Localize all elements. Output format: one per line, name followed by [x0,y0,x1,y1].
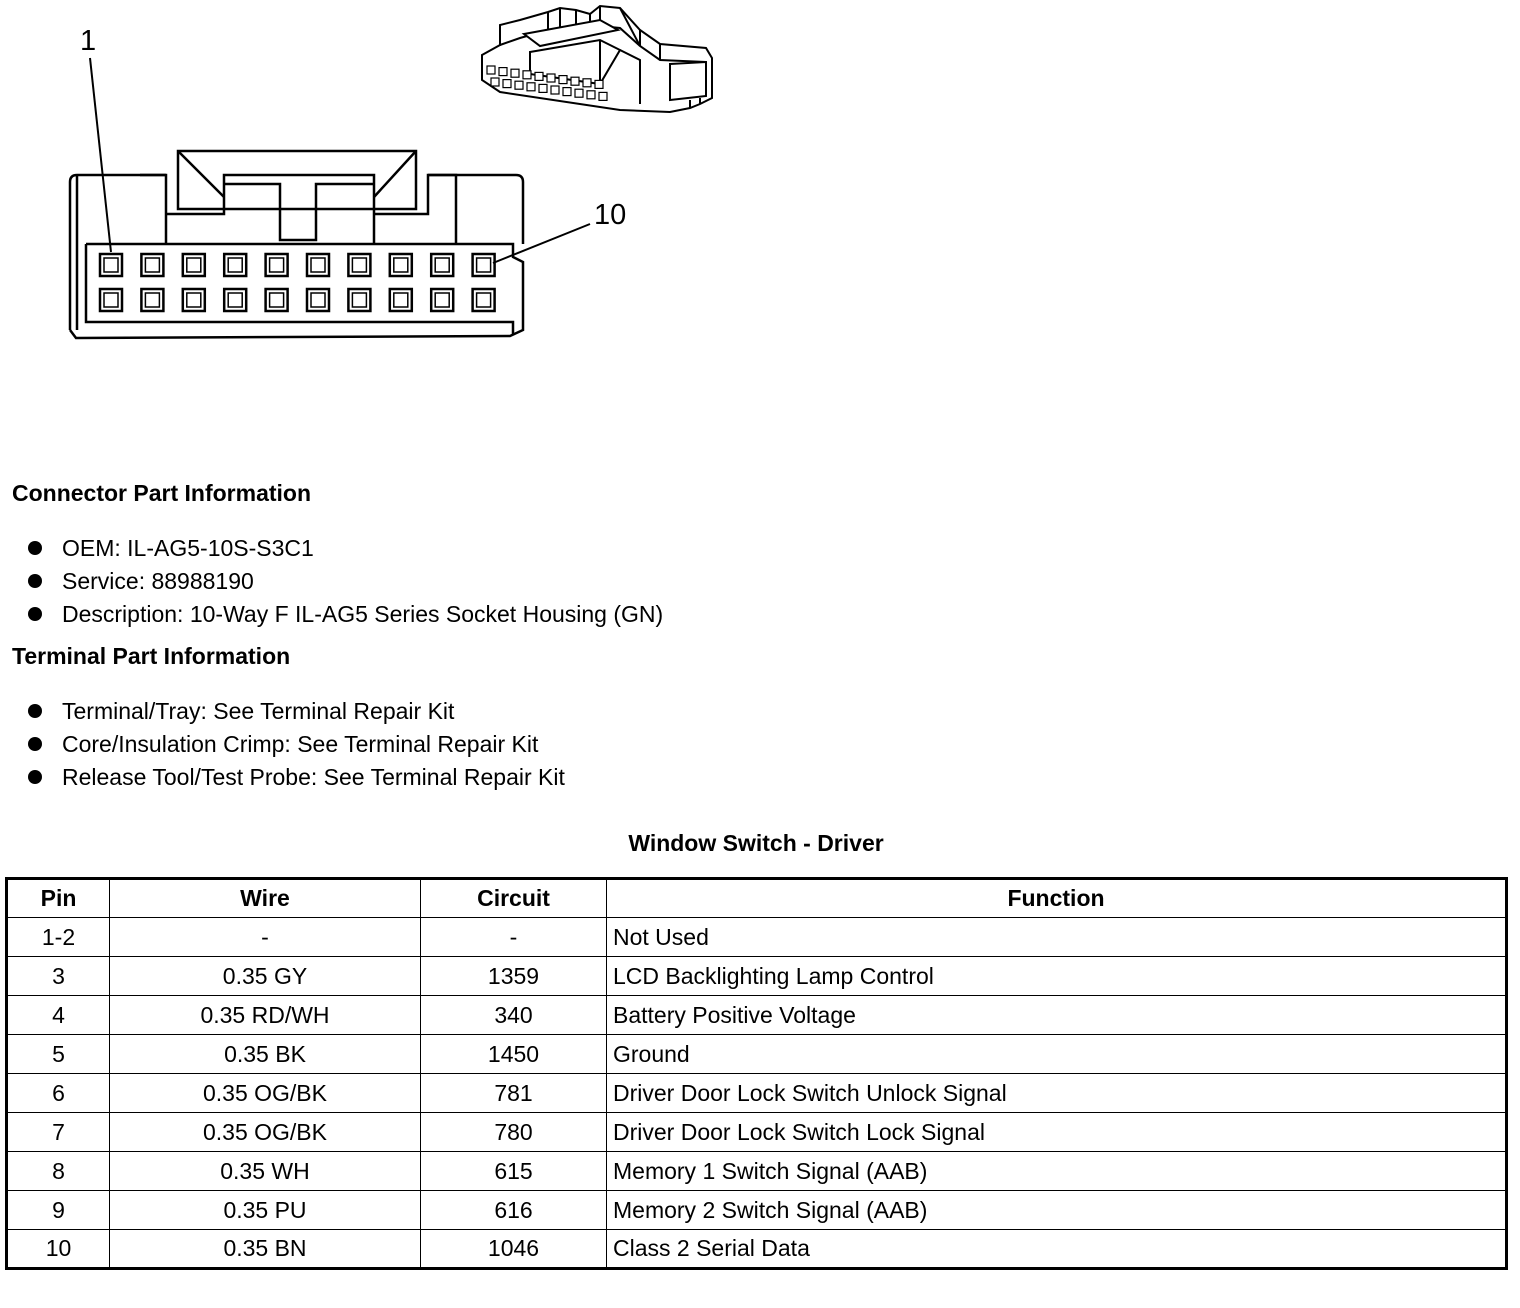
pin-cavity-inner [352,293,366,307]
list-item [28,532,663,565]
wire-cell: 0.35 BN [110,1230,421,1269]
pin-cavity-inner [311,293,325,307]
thumb-pin-cavity [551,86,559,94]
list-item-text: Description: 10-Way F IL-AG5 Series Socket Housing (GN) [62,601,664,627]
thumb-pin-cavity [575,89,583,97]
table-row [7,918,1507,957]
wire-cell: 0.35 OG/BK [110,1074,421,1113]
list-item [28,598,663,631]
pin-cavity-inner [145,258,159,272]
pin-cavity-inner [394,258,408,272]
column-header-circuit: Circuit [421,879,607,918]
circuit-cell: 780 [421,1113,607,1152]
circuit-cell: 781 [421,1074,607,1113]
pin-cell: 7 [7,1113,110,1152]
pin-cell: 1-2 [7,918,110,957]
table-row [7,996,1507,1035]
pin-cavity-inner [270,258,284,272]
function-cell: Battery Positive Voltage [607,996,1507,1035]
table-title: Window Switch - Driver [628,830,884,856]
thumb-pin-cavity [587,91,595,99]
bullet-icon [28,541,42,555]
table-row [7,1074,1507,1113]
circuit-cell: 1450 [421,1035,607,1074]
table-row [7,1152,1507,1191]
thumb-pin-cavity [583,79,591,87]
pin-cavity-inner [104,258,118,272]
thumb-pin-cavity [599,92,607,100]
pin-cavity-inner [270,293,284,307]
callout-1-leader [90,58,111,252]
wire-cell: 0.35 PU [110,1191,421,1230]
pin-cavity-inner [435,293,449,307]
pin-cavity-inner [228,293,242,307]
function-cell: Driver Door Lock Switch Lock Signal [607,1113,1507,1152]
pin-cavity-inner [145,293,159,307]
table-row [7,1230,1507,1269]
pin-cell: 5 [7,1035,110,1074]
pin-cavity-inner [228,258,242,272]
thumb-pin-cavity [491,78,499,86]
pin-cell: 10 [7,1230,110,1269]
list-item [28,565,663,598]
thumb-pin-cavity [571,77,579,85]
connector-3d-view [482,6,712,112]
pin-cell: 4 [7,996,110,1035]
table-header-row [7,879,1507,918]
terminal-info-list [28,695,565,794]
list-item-text: Release Tool/Test Probe: See Terminal Repair Kit [62,764,565,790]
connector-info-list [28,532,663,631]
terminal-info-heading: Terminal Part Information [12,643,291,669]
pinout-table [5,877,1508,1270]
connector-front-pin-grid [100,254,495,311]
function-cell: Ground [607,1035,1507,1074]
bullet-icon [28,607,42,621]
pin-cavity-inner [187,293,201,307]
list-item-text: Terminal/Tray: See Terminal Repair Kit [62,698,455,724]
pin-cell: 8 [7,1152,110,1191]
circuit-cell: 1046 [421,1230,607,1269]
wire-cell: 0.35 GY [110,957,421,996]
thumb-pin-cavity [515,81,523,89]
bullet-icon [28,704,42,718]
thumb-pin-cavity [527,83,535,91]
list-item [28,728,565,761]
connector-front-view [70,151,523,338]
pin-cell: 3 [7,957,110,996]
table-row [7,957,1507,996]
list-item-text: OEM: IL-AG5-10S-S3C1 [62,535,314,561]
list-item-text: Service: 88988190 [62,568,254,594]
pin-cavity-inner [477,293,491,307]
wire-cell: 0.35 BK [110,1035,421,1074]
column-header-function: Function [607,879,1507,918]
list-item [28,761,565,794]
thumb-pin-cavity [487,66,495,74]
thumb-pin-cavity [563,88,571,96]
thumb-pin-cavity [559,76,567,84]
pin-cavity-inner [477,258,491,272]
pin-cavity-inner [311,258,325,272]
pin-cavity-inner [435,258,449,272]
list-item [28,695,565,728]
bullet-icon [28,737,42,751]
pin-cavity-inner [187,258,201,272]
circuit-cell: 340 [421,996,607,1035]
thumb-pin-cavity [535,72,543,80]
thumb-pin-cavity [499,68,507,76]
function-cell: LCD Backlighting Lamp Control [607,957,1507,996]
pin-cavity-inner [104,293,118,307]
function-cell: Not Used [607,918,1507,957]
bullet-icon [28,574,42,588]
circuit-cell: 616 [421,1191,607,1230]
connector-diagram [0,0,760,360]
wire-cell: 0.35 RD/WH [110,996,421,1035]
function-cell: Driver Door Lock Switch Unlock Signal [607,1074,1507,1113]
pin-cell: 6 [7,1074,110,1113]
column-header-wire: Wire [110,879,421,918]
function-cell: Class 2 Serial Data [607,1230,1507,1269]
table-row [7,1113,1507,1152]
wire-cell: - [110,918,421,957]
thumb-pin-cavity [511,69,519,77]
circuit-cell: - [421,918,607,957]
pin-cell: 9 [7,1191,110,1230]
thumb-pin-cavity [523,71,531,79]
column-header-pin: Pin [7,879,110,918]
pin-cavity-inner [352,258,366,272]
wire-cell: 0.35 WH [110,1152,421,1191]
table-row [7,1191,1507,1230]
table-row [7,1035,1507,1074]
circuit-cell: 1359 [421,957,607,996]
pin-cavity-inner [394,293,408,307]
thumb-pin-cavity [539,84,547,92]
wire-cell: 0.35 OG/BK [110,1113,421,1152]
list-item-text: Core/Insulation Crimp: See Terminal Repair Kit [62,731,539,757]
circuit-cell: 615 [421,1152,607,1191]
thumb-pin-cavity [503,80,511,88]
thumb-pin-cavity [547,74,555,82]
bullet-icon [28,770,42,784]
thumb-pin-cavity [595,80,603,88]
connector-info-heading: Connector Part Information [12,480,312,506]
callout-10-label: 10 [594,199,627,231]
callout-1-label: 1 [80,25,97,57]
function-cell: Memory 2 Switch Signal (AAB) [607,1191,1507,1230]
function-cell: Memory 1 Switch Signal (AAB) [607,1152,1507,1191]
